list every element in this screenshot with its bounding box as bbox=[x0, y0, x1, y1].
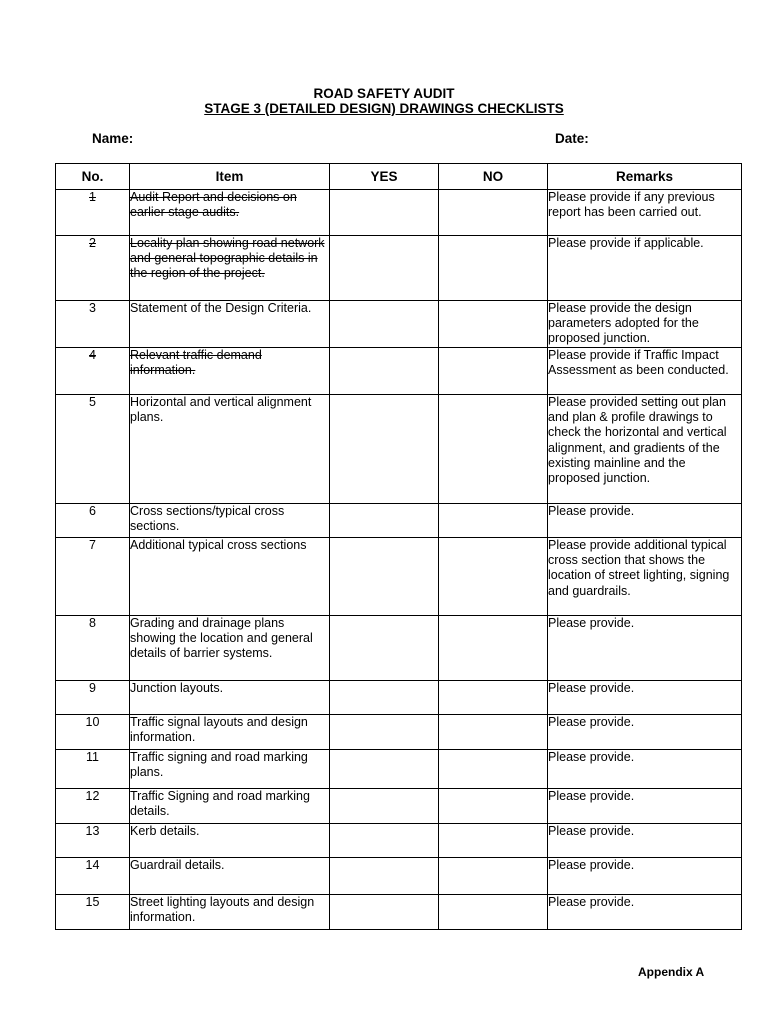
row-remarks: Please provide. bbox=[548, 616, 742, 681]
row-yes-cell[interactable] bbox=[330, 681, 439, 715]
row-remarks: Please provide. bbox=[548, 715, 742, 750]
row-yes-cell[interactable] bbox=[330, 504, 439, 538]
row-no-cell[interactable] bbox=[439, 190, 548, 236]
table-row bbox=[56, 824, 742, 858]
row-remarks: Please provide. bbox=[548, 858, 742, 895]
row-remarks: Please provide. bbox=[548, 681, 742, 715]
row-item: Traffic Signing and road marking details. bbox=[130, 789, 330, 824]
row-remarks: Please provide. bbox=[548, 895, 742, 930]
row-yes-cell[interactable] bbox=[330, 190, 439, 236]
row-no-cell[interactable] bbox=[439, 750, 548, 789]
row-yes-cell[interactable] bbox=[330, 858, 439, 895]
checklist-table bbox=[55, 163, 742, 930]
row-number: 6 bbox=[56, 504, 130, 538]
appendix-label: Appendix A bbox=[638, 965, 705, 979]
document-subtitle: STAGE 3 (DETAILED DESIGN) DRAWINGS CHECKLISTS bbox=[204, 101, 564, 116]
row-number: 12 bbox=[56, 789, 130, 824]
row-item: Street lighting layouts and design information. bbox=[130, 895, 330, 930]
row-remarks: Please provide additional typical cross section that shows the location of street lighting, signing and guardrails. bbox=[548, 538, 742, 616]
row-yes-cell[interactable] bbox=[330, 301, 439, 348]
table-row bbox=[56, 895, 742, 930]
document-title: ROAD SAFETY AUDIT bbox=[313, 86, 455, 101]
row-yes-cell[interactable] bbox=[330, 789, 439, 824]
row-yes-cell[interactable] bbox=[330, 824, 439, 858]
table-row bbox=[56, 789, 742, 824]
table-row bbox=[56, 750, 742, 789]
date-label: Date: bbox=[555, 131, 589, 146]
table-row bbox=[56, 538, 742, 616]
row-number: 11 bbox=[56, 750, 130, 789]
row-item: Relevant traffic demand information. bbox=[130, 348, 330, 395]
row-yes-cell[interactable] bbox=[330, 715, 439, 750]
row-number: 15 bbox=[56, 895, 130, 930]
row-number: 8 bbox=[56, 616, 130, 681]
row-item: Junction layouts. bbox=[130, 681, 330, 715]
table-header-row bbox=[56, 164, 742, 190]
column-header-yes: YES bbox=[330, 164, 439, 190]
row-item: Kerb details. bbox=[130, 824, 330, 858]
row-remarks: Please provide. bbox=[548, 789, 742, 824]
row-number: 2 bbox=[56, 236, 130, 301]
row-remarks: Please provide if any previous report has been carried out. bbox=[548, 190, 742, 236]
row-number: 14 bbox=[56, 858, 130, 895]
row-no-cell[interactable] bbox=[439, 858, 548, 895]
table-row bbox=[56, 858, 742, 895]
row-no-cell[interactable] bbox=[439, 301, 548, 348]
row-no-cell[interactable] bbox=[439, 395, 548, 504]
row-item: Guardrail details. bbox=[130, 858, 330, 895]
row-remarks: Please provided setting out plan and plan & profile drawings to check the horizontal and vertical alignment, and gradients of the existing mainline and the proposed junction. bbox=[548, 395, 742, 504]
row-yes-cell[interactable] bbox=[330, 616, 439, 681]
row-yes-cell[interactable] bbox=[330, 538, 439, 616]
table-row bbox=[56, 504, 742, 538]
row-no-cell[interactable] bbox=[439, 504, 548, 538]
row-item: Statement of the Design Criteria. bbox=[130, 301, 330, 348]
row-item: Locality plan showing road network and general topographic details in the region of the project. bbox=[130, 236, 330, 301]
row-number: 5 bbox=[56, 395, 130, 504]
row-item: Grading and drainage plans showing the location and general details of barrier systems. bbox=[130, 616, 330, 681]
row-no-cell[interactable] bbox=[439, 616, 548, 681]
row-number: 3 bbox=[56, 301, 130, 348]
table-row bbox=[56, 348, 742, 395]
row-remarks: Please provide if Traffic Impact Assessment as been conducted. bbox=[548, 348, 742, 395]
row-number: 10 bbox=[56, 715, 130, 750]
row-item: Cross sections/typical cross sections. bbox=[130, 504, 330, 538]
row-yes-cell[interactable] bbox=[330, 348, 439, 395]
row-number: 7 bbox=[56, 538, 130, 616]
row-no-cell[interactable] bbox=[439, 715, 548, 750]
name-label: Name: bbox=[92, 131, 134, 146]
row-item: Horizontal and vertical alignment plans. bbox=[130, 395, 330, 504]
row-no-cell[interactable] bbox=[439, 538, 548, 616]
row-remarks: Please provide. bbox=[548, 504, 742, 538]
row-remarks: Please provide if applicable. bbox=[548, 236, 742, 301]
row-number: 9 bbox=[56, 681, 130, 715]
row-yes-cell[interactable] bbox=[330, 236, 439, 301]
row-item: Traffic signal layouts and design information. bbox=[130, 715, 330, 750]
column-header-item: Item bbox=[130, 164, 330, 190]
table-row bbox=[56, 715, 742, 750]
table-row bbox=[56, 681, 742, 715]
column-header-no: No. bbox=[56, 164, 130, 190]
row-yes-cell[interactable] bbox=[330, 395, 439, 504]
table-row bbox=[56, 395, 742, 504]
row-remarks: Please provide the design parameters adopted for the proposed junction. bbox=[548, 301, 742, 348]
row-no-cell[interactable] bbox=[439, 236, 548, 301]
row-no-cell[interactable] bbox=[439, 681, 548, 715]
column-header-remarks: Remarks bbox=[548, 164, 742, 190]
row-no-cell[interactable] bbox=[439, 789, 548, 824]
row-item: Audit Report and decisions on earlier stage audits. bbox=[130, 190, 330, 236]
row-no-cell[interactable] bbox=[439, 824, 548, 858]
table-row bbox=[56, 616, 742, 681]
row-number: 1 bbox=[56, 190, 130, 236]
row-yes-cell[interactable] bbox=[330, 750, 439, 789]
row-number: 4 bbox=[56, 348, 130, 395]
row-item: Additional typical cross sections bbox=[130, 538, 330, 616]
row-yes-cell[interactable] bbox=[330, 895, 439, 930]
row-item: Traffic signing and road marking plans. bbox=[130, 750, 330, 789]
row-number: 13 bbox=[56, 824, 130, 858]
table-row bbox=[56, 301, 742, 348]
row-no-cell[interactable] bbox=[439, 895, 548, 930]
row-no-cell[interactable] bbox=[439, 348, 548, 395]
row-remarks: Please provide. bbox=[548, 750, 742, 789]
table-row bbox=[56, 236, 742, 301]
column-header-no-answer: NO bbox=[439, 164, 548, 190]
row-remarks: Please provide. bbox=[548, 824, 742, 858]
table-row bbox=[56, 190, 742, 236]
